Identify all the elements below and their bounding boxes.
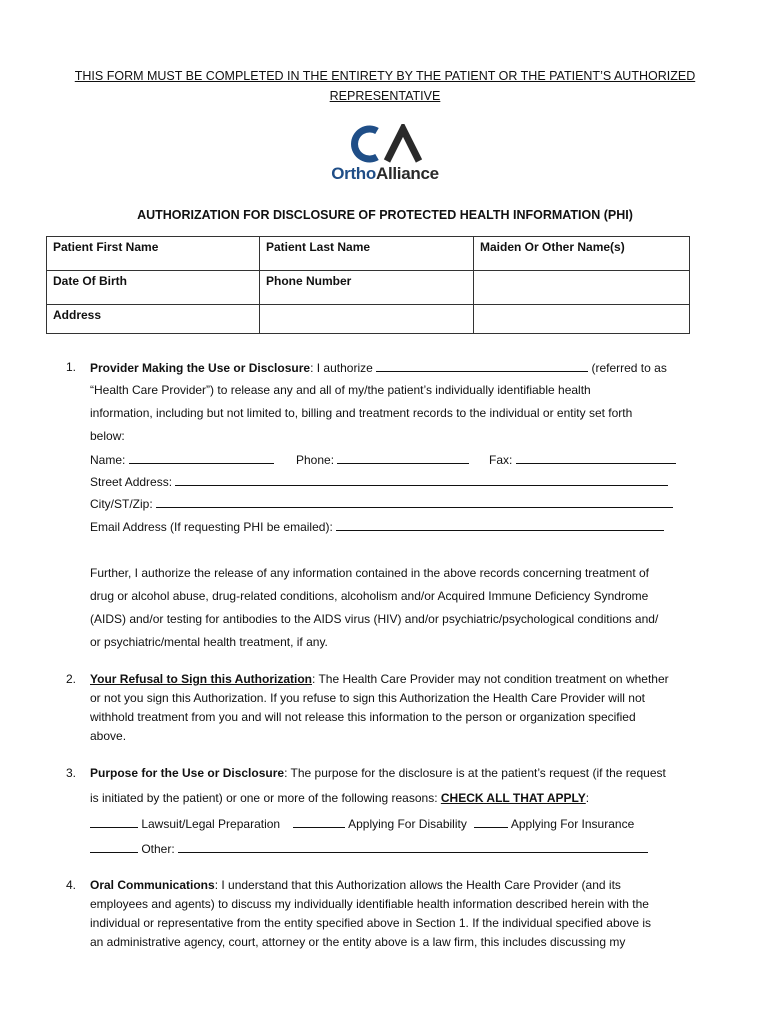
empty-cell[interactable] — [474, 271, 690, 305]
date-of-birth-label: Date Of Birth — [53, 274, 128, 288]
street-address-blank[interactable] — [175, 474, 668, 486]
address-label: Address — [53, 308, 102, 322]
insurance-checkbox-blank[interactable] — [474, 816, 508, 828]
patient-last-name-field[interactable] — [260, 237, 474, 271]
email-address-label: Email Address (If requesting PHI be emailed): — [90, 520, 337, 534]
address-field-2[interactable] — [260, 305, 474, 334]
date-of-birth-field[interactable] — [47, 271, 260, 305]
city-st-zip-blank[interactable] — [156, 496, 673, 508]
notice-line-1: THIS FORM MUST BE COMPLETED IN THE ENTIRETY BY THE PATIENT OR THE PATIENT’S AUTHORIZED — [74, 69, 696, 83]
other-reason-blank[interactable] — [178, 841, 648, 853]
notice-line-2: REPRESENTATIVE — [329, 89, 441, 103]
health-care-provider-blank[interactable] — [376, 360, 588, 372]
table-row — [47, 271, 690, 305]
phone-label: Phone: — [296, 453, 338, 467]
other-checkbox-blank[interactable] — [90, 841, 138, 853]
logo-wordmark — [325, 164, 445, 184]
name-blank[interactable] — [129, 452, 274, 464]
lawsuit-option-label: Lawsuit/Legal Preparation — [138, 817, 281, 831]
other-option-label: Other: — [138, 842, 179, 856]
maiden-name-label: Maiden Or Other Name(s) — [480, 240, 625, 254]
logo-alliance-text: Alliance — [375, 164, 439, 183]
section-3-heading: Purpose for the Use or Disclosure — [90, 766, 285, 780]
city-st-zip-label: City/ST/Zip: — [90, 497, 157, 511]
fax-blank[interactable] — [516, 452, 676, 464]
table-row — [47, 305, 690, 334]
email-address-blank[interactable] — [336, 519, 664, 531]
section-2-heading: Your Refusal to Sign this Authorization — [90, 672, 312, 686]
patient-first-name-label: Patient First Name — [53, 240, 159, 254]
logo-ortho-text: Ortho — [331, 164, 376, 183]
maiden-name-field[interactable] — [474, 237, 690, 271]
phone-blank[interactable] — [337, 452, 469, 464]
authorization-form-page: THIS FORM MUST BE COMPLETED IN THE ENTIRETY BY THE PATIENT OR THE PATIENT’S AUTHORIZED REPRESENTATIVE OrthoAlliance AUTHORIZATION FOR DISCLOSURE OF PROTECTED HEALTH INFORMATION (PHI) Patient First Name Patient Last Name Maiden Or Other Name(s) Date Of Birth Phone Number Address 1. Provider Making the Use or Disclosure: I authorize (referred to as “Health Care Provider”) to release any and all of my/the patient’s individually identifiable health information, including but not limited to, billing and treatment records to the individual or entity set forth below: Name: Phone: Fax: Street Address: City/ST/Zip: Email Address (If requesting PHI be emailed): Further, I authorize the release of any information contained in the above records concerning treatment of drug or alcohol abuse, drug-related conditions, alcoholism and/or Acquired Immune Deficiency Syndrome (AIDS) and/or testing for antibodies to the AIDS virus (HIV) and/or psychiatric/psychological conditions and/ or psychiatric/mental health treatment, if any. 2. Your Refusal to Sign this Authorization: The Health Care Provider may not condition treatment on whether or not you sign this Authorization. If you refuse to sign this Authorization the Health Care Provider will not withhold treatment from you and will not release this information to the person or organization specified above. 3. Purpose for the Use or Disclosure: The purpose for the disclosure is at the patient’s request (if the request is initiated by the patient) or one or more of the following reasons: CHECK ALL THAT APPLY: Lawsuit/Legal Preparation Applying For Disability Applying For Insurance Other: 4. Oral Communications: I understand that this Authorization allows the Health Care Provider (and its employees and agents) to discuss my individually identifiable health information described herein with the individual or representative from the entity specified above in Section 1. If the individual specified above is an administrative agency, court, attorney or the entity above is a law firm, this includes discussing my — [0, 0, 770, 1024]
disability-option-label: Applying For Disability — [345, 817, 467, 831]
section-1-number: 1. — [66, 360, 77, 374]
phone-number-label: Phone Number — [266, 274, 352, 288]
fax-label: Fax: — [489, 453, 516, 467]
name-label: Name: — [90, 453, 129, 467]
insurance-option-label: Applying For Insurance — [508, 817, 635, 831]
address-field[interactable] — [47, 305, 260, 334]
section-2-number: 2. — [66, 672, 77, 686]
section-4-number: 4. — [66, 878, 77, 892]
section-4-heading: Oral Communications — [90, 878, 215, 892]
patient-last-name-label: Patient Last Name — [266, 240, 371, 254]
street-address-label: Street Address: — [90, 475, 176, 489]
section-1-heading: Provider Making the Use or Disclosure — [90, 361, 311, 375]
patient-first-name-field[interactable] — [47, 237, 260, 271]
check-all-that-apply: CHECK ALL THAT APPLY — [440, 791, 586, 805]
form-title: AUTHORIZATION FOR DISCLOSURE OF PROTECTED HEALTH INFORMATION (PHI) — [137, 208, 633, 222]
orthoalliance-logo — [325, 124, 445, 186]
patient-info-table — [46, 236, 690, 334]
orthoalliance-logo-mark-icon — [345, 124, 425, 164]
phone-number-field[interactable] — [260, 271, 474, 305]
section-3-number: 3. — [66, 766, 77, 780]
address-field-3[interactable] — [474, 305, 690, 334]
disability-checkbox-blank[interactable] — [293, 816, 345, 828]
completion-notice — [60, 66, 710, 106]
table-row — [47, 237, 690, 271]
lawsuit-checkbox-blank[interactable] — [90, 816, 138, 828]
